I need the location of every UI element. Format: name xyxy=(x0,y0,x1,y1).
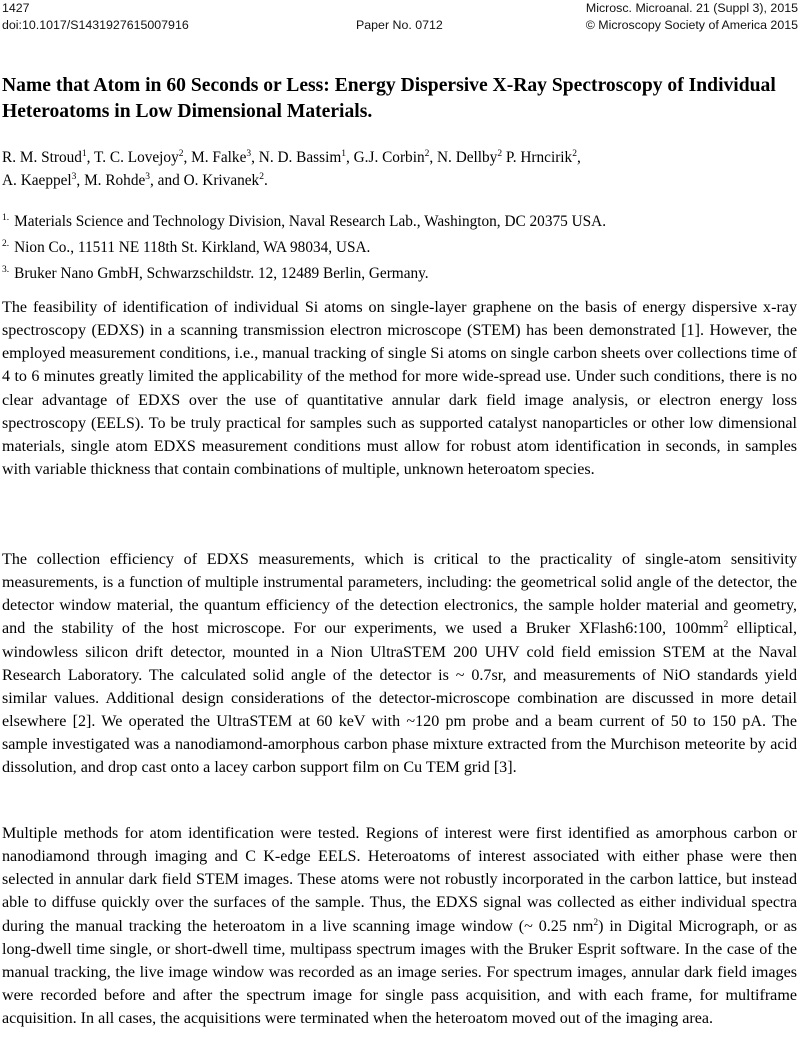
header-row-1 xyxy=(2,0,798,17)
author: N. Dellby$^2$ xyxy=(437,149,503,166)
author-list xyxy=(2,146,792,192)
header-row-2 xyxy=(2,17,798,34)
affiliation-list xyxy=(2,210,792,288)
author: R. M. Stroud$^1$, xyxy=(2,149,95,166)
body-paragraph-1: The feasibility of identification of individual Si atoms on single-layer graphene on the basis of energy dispersive x-ray spectroscopy (EDXS) in a scanning transmission electron microscope (STEM) has been demonstrated [1]. However, the employed measurement conditions, i.e., manual tracking of single Si atoms on single carbon sheets over collections time of 4 to 6 minutes greatly limited the applicability of the method for more wide-spread use. Under such conditions, there is no clear advantage of EDXS over the use of quantitative annular dark field image analysis, or electron energy loss spectroscopy (EELS). To be truly practical for samples such as supported catalyst nanoparticles or other low dimensional materials, single atom EDXS measurement conditions must allow for robust atom identification in seconds, in samples with variable thickness that contain combinations of multiple, unknown heteroatom species. xyxy=(2,299,797,479)
doi: doi:10.1017/S1431927615007916 xyxy=(2,18,189,32)
affiliation: $^{2.}$ Nion Co., 11511 NE 118th St. Kirkland, WA 98034, USA. xyxy=(2,239,371,256)
author: P. Hrncirik$^2$, xyxy=(505,149,581,166)
author: A. Kaeppel$^3$, xyxy=(2,172,85,189)
body-paragraph-3: Multiple methods for atom identification were tested. Regions of interest were first identified as amorphous carbon or nanodiamond through imaging and C K-edge EELS. Heteroatoms of interest associated with either phase were then selected in annular dark field STEM images. These atoms were not robustly incorporated in the carbon lattice, but instead able to diffuse quickly over the surfaces of the sample. Thus, the EDXS signal was collected as either individual spectra during the manual tracking the heteroatom in a live scanning image window (~ 0.25 $nm^2$) in Digital Micrograph, or as long-dwell time single, or short-dwell time, multipass spectrum images with the Bruker Esprit software. In the case of the manual tracking, the live image window was recorded as an image series. For spectrum images, annular dark field images were recorded before and after the spectrum image for single pass acquisition, and with each frame, for multiframe acquisition. In all cases, the acquisitions were terminated when the heteroatom moved out of the imaging area. xyxy=(2,825,797,1028)
author: N. D. Bassim$^1$, xyxy=(258,149,354,166)
body-paragraph-2: The collection efficiency of EDXS measurements, which is critical to the practicality of single-atom sensitivity measurements, is a function of multiple instrumental parameters, including: the geometrical solid angle of the detector, the detector window material, the quantum efficiency of the detection electronics, the sample holder material and geometry, and the stability of the host microscope. For our experiments, we used a Bruker XFlash6:100, $100mm^2$ elliptical, windowless silicon drift detector, mounted in a Nion UltraSTEM 200 UHV cold field emission STEM at the Naval Research Laboratory. The calculated solid angle of the detector is ~ 0.7sr, and measurements of NiO standards yield similar values. Additional design considerations of the detector-microscope combination are discussed in more detail elsewhere [2]. We operated the UltraSTEM at 60 keV with ~120 pm probe and a beam current of 50 to 150 pA. The sample investigated was a nanodiamond-amorphous carbon phase mixture extracted from the Murchison meteorite by acid dissolution, and drop cast onto a lacey carbon support film on Cu TEM grid [3]. xyxy=(2,551,797,777)
journal-citation: Microsc. Microanal. 21 (Suppl 3), 2015 xyxy=(585,1,798,15)
author: T. C. Lovejoy$^2$, xyxy=(94,149,192,166)
paper-number: Paper No. 0712 xyxy=(356,18,443,32)
author: M. Rohde$^3$, and xyxy=(84,172,184,189)
affiliation: $^{1.}$ Materials Science and Technology Division, Naval Research Lab., Washington, DC 20375 USA. xyxy=(2,213,607,230)
copyright: © Microscopy Society of America 2015 xyxy=(585,18,798,32)
page-header xyxy=(2,0,798,34)
affiliation: $^{3.}$ Bruker Nano GmbH, Schwarzschildstr. 12, 12489 Berlin, Germany. xyxy=(2,265,429,282)
author: G.J. Corbin$^2$, xyxy=(353,149,437,166)
paper-title: Name that Atom in 60 Seconds or Less: Energy Dispersive X-Ray Spectroscopy of Individual Heteroatoms in Low Dimensional Materials. xyxy=(2,75,776,122)
author: M. Falke$^3$, xyxy=(191,149,259,166)
author: O. Krivanek$^2$. xyxy=(183,172,268,189)
page-number: 1427 xyxy=(2,1,30,15)
